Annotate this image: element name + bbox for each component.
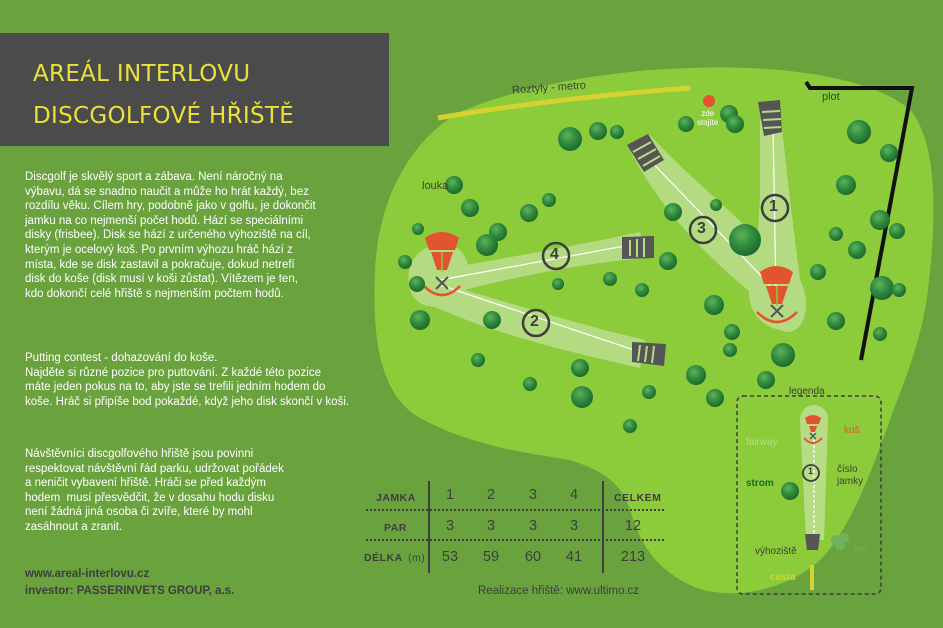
website-link[interactable]: www.areal-interlovu.cz	[25, 568, 150, 580]
score-divider-left	[428, 481, 430, 573]
meadow-label: louka	[422, 180, 449, 192]
legend-basket-label: koš	[844, 425, 860, 436]
row-label-unit: (m)	[408, 552, 426, 564]
par-total: 12	[624, 518, 642, 534]
length-total: 213	[620, 549, 646, 565]
tee-2	[632, 342, 666, 366]
length-cell-3: 60	[524, 549, 542, 565]
length-cell-2: 59	[482, 549, 500, 565]
hole-label-3: 3	[697, 220, 706, 237]
par-cell-4: 3	[569, 518, 579, 534]
par-cell-3: 3	[528, 518, 538, 534]
row-label-hole: JAMKA	[376, 492, 416, 504]
you-are-here-dot	[703, 95, 715, 107]
legend-fairway-label: fairway	[746, 437, 778, 448]
length-cell-4: 41	[565, 549, 583, 565]
par-cell-1: 3	[445, 518, 455, 534]
hole-cell-3: 3	[528, 487, 538, 503]
legend-tree-label: strom	[746, 478, 774, 489]
row-label-par: PAR	[384, 522, 407, 534]
legend-path-label: cesta	[770, 572, 796, 583]
legend-sample-number: 1	[808, 466, 814, 476]
hole-label-1: 1	[769, 198, 778, 215]
you-are-here-label: zde stojíte	[697, 109, 719, 127]
hole-cell-1: 1	[445, 487, 455, 503]
legend-hole-number-label: číslo jamky	[837, 464, 864, 487]
par-cell-2: 3	[486, 518, 496, 534]
legend-bush-label: keř	[854, 544, 868, 555]
rules-paragraph: Návštěvníci discgolfového hřiště jsou povinni respektovat návštěvní řád parku, udržovat pořádek a neničit vybavení hřiště. Hráči se před každým hodem musí přesvědčit, že v dosahu hodu disku není žádná jiná osoba či zvíře, které by mohl zasáhnout a zranit.	[25, 448, 284, 533]
legend-tree-icon	[781, 482, 799, 500]
row-label-length: DÉLKA	[364, 552, 403, 564]
intro-paragraph: Discgolf je skvělý sport a zábava. Není náročný na výbavu, dá se snadno naučit a může ho hrát každý, bez rozdílu věku. Cílem hry, podobně jako v golfu, je dokončit jamku na co nejmenší počet hodů. Hází se speciálními disky (frisbee). Disk se hází z určeného výhoziště na cíl, kterým je ocelový koš. Po prvním výhozu hráč hází z místa, kde se disk zastavil a pokračuje, dokud netrefí disk do koše (disk musí v koši zůstat). Vítězem je ten, kdo dokončí celé hřiště s nejmenším počtem hodů.	[25, 171, 316, 300]
investor-text: investor: PASSERINVETS GROUP, a.s.	[25, 585, 235, 597]
legend-title: legenda	[789, 386, 825, 397]
fence-label: plot	[822, 91, 840, 103]
scorecard	[360, 478, 670, 578]
putting-paragraph: Putting contest - dohazování do koše. Najděte si různé pozice pro puttování. Z každé této pozice máte jeden pokus na to, aby jste se trefili jedním hodem do koše. Hráč si připíše bod pokaždé, když jeho disk skončí v koši.	[25, 352, 350, 408]
score-row-divider-1	[366, 509, 664, 512]
title-line-2: DISCGOLFOVÉ HŘIŠTĚ	[33, 103, 295, 129]
hole-cell-4: 4	[569, 487, 579, 503]
legend-tee-icon	[805, 534, 820, 550]
score-divider-right	[602, 481, 604, 573]
legend-tee-label: výhoziště	[755, 546, 797, 557]
score-row-divider-2	[366, 539, 664, 542]
road-label: Roztyly - metro	[511, 79, 587, 97]
realizace-link[interactable]: Realizace hřiště: www.ultimo.cz	[478, 585, 640, 597]
total-label: CELKEM	[614, 492, 662, 504]
hole-label-4: 4	[550, 246, 559, 263]
hole-cell-2: 2	[486, 487, 496, 503]
title-line-1: AREÁL INTERLOVU	[33, 61, 251, 87]
length-cell-1: 53	[441, 549, 459, 565]
hole-label-2: 2	[530, 313, 539, 330]
